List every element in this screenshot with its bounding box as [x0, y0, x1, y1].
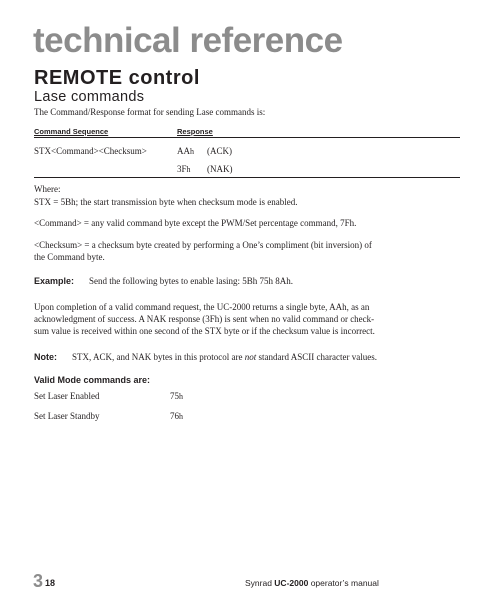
table-response-ack: AAh [177, 146, 194, 156]
footer-manual-title: Synrad UC-2000 operator’s manual [245, 578, 379, 588]
example-text: Send the following bytes to enable lasing: 5Bh 75h 8Ah. [89, 276, 293, 286]
where-checksum-line1: <Checksum> = a checksum byte created by performing a One’s compliment (bit inversion) of [34, 240, 372, 250]
table-top-rule [34, 137, 460, 138]
table-header-command: Command Sequence [34, 127, 109, 136]
note-label: Note: [34, 352, 57, 362]
completion-line3: sum value is received within one second of the STX byte or if the checksum value is incorrect. [34, 326, 375, 336]
example-label: Example: [34, 276, 75, 286]
where-label: Where: [34, 184, 61, 194]
where-checksum-line2: the Command byte. [34, 252, 105, 262]
valid-mode-name: Set Laser Enabled [34, 391, 100, 401]
valid-mode-code: 76h [170, 411, 183, 421]
valid-mode-code: 75h [170, 391, 183, 401]
completion-line1: Upon completion of a valid command request, the UC-2000 returns a single byte, AAh, as an [34, 302, 370, 312]
where-command: <Command> = any valid command byte except the PWM/Set percentage command, 7Fh. [34, 218, 357, 228]
valid-modes-heading: Valid Mode commands are: [34, 375, 151, 385]
note-text: STX, ACK, and NAK bytes in this protocol are not standard ASCII character values. [72, 352, 377, 362]
completion-line2: acknowledgment of success. A NAK response (3Fh) is sent when no valid command or check- [34, 314, 375, 324]
section-title: REMOTE control [34, 67, 200, 89]
subsection-title: Lase commands [34, 89, 145, 105]
page-title: technical reference [33, 21, 343, 60]
table-command-cell: STX<Command><Checksum> [34, 146, 147, 156]
table-response-nak-meaning: (NAK) [207, 164, 233, 174]
table-response-ack-meaning: (ACK) [207, 146, 232, 156]
where-stx: STX = 5Bh; the start transmission byte when checksum mode is enabled. [34, 197, 298, 207]
intro-text: The Command/Response format for sending Lase commands is: [34, 107, 266, 117]
table-response-nak: 3Fh [177, 164, 191, 174]
footer-page-subnumber: 18 [45, 578, 56, 588]
valid-mode-name: Set Laser Standby [34, 411, 100, 421]
footer-page-number: 3 [33, 571, 44, 591]
table-header-response: Response [177, 127, 213, 136]
table-bottom-rule [34, 177, 460, 178]
